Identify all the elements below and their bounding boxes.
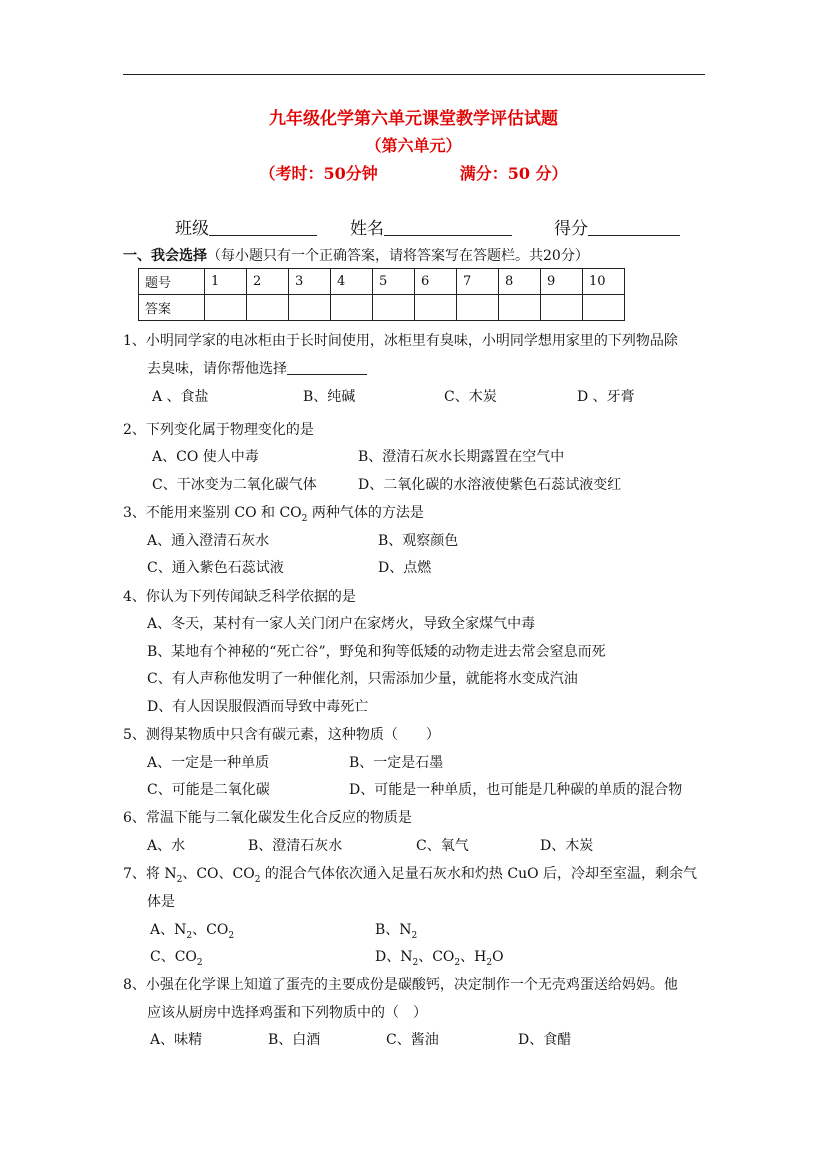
option-3a: A、通入澄清石灰水	[147, 533, 270, 549]
question-7-cont: 体是	[147, 894, 175, 910]
option-2b: B、澄清石灰水长期露置在空气中	[358, 449, 565, 465]
table-cell: 10	[583, 269, 625, 295]
answer-blank	[287, 359, 367, 375]
option-3b: B、观察颜色	[378, 533, 459, 549]
option-8b: B、白酒	[268, 1032, 321, 1048]
question-3: 3、不能用来鉴别 CO 和 $CO_2$ 两种气体的方法是	[123, 505, 424, 524]
table-row	[139, 269, 625, 295]
option-2d: D、二氧化碳的水溶液使紫色石蕊试液变红	[358, 477, 622, 493]
question-8: 8、小强在化学课上知道了蛋壳的主要成份是碳酸钙，决定制作一个无壳鸡蛋送给妈妈。他	[123, 977, 678, 993]
option-3c: C、通入紫色石蕊试液	[147, 560, 284, 576]
class-field	[175, 214, 317, 239]
option-5c: C、可能是二氧化碳	[147, 782, 270, 798]
section-instruction: （每小题只有一个正确答案，请将答案写在答题栏。共20分）	[207, 248, 589, 264]
option-6d: D、木炭	[540, 838, 594, 854]
table-cell: 9	[541, 269, 583, 295]
option-5b: B、一定是石墨	[349, 755, 444, 771]
row-label-answer: 答案	[139, 295, 205, 321]
name-label: 姓名	[350, 219, 384, 239]
table-cell: 1	[205, 269, 247, 295]
table-cell: 5	[373, 269, 415, 295]
question-5: 5、测得某物质中只含有碳元素，这种物质（ ）	[123, 727, 440, 743]
option-7b: B、$N_2$	[375, 922, 418, 941]
answer-cell[interactable]	[247, 295, 289, 321]
question-2: 2、下列变化属于物理变化的是	[123, 422, 314, 438]
option-3d: D、点燃	[378, 560, 432, 576]
table-cell: 6	[415, 269, 457, 295]
option-6b: B、澄清石灰水	[248, 838, 343, 854]
option-7a: A、$N_2$、$CO_2$	[150, 922, 235, 941]
answer-cell[interactable]	[331, 295, 373, 321]
option-1a: A 、食盐	[152, 389, 209, 405]
section-title: 一、我会选择	[123, 248, 207, 264]
section-header	[123, 245, 589, 265]
table-cell: 8	[499, 269, 541, 295]
option-1d: D 、牙膏	[577, 389, 635, 405]
table-cell: 4	[331, 269, 373, 295]
table-cell: 2	[247, 269, 289, 295]
option-2c: C、干冰变为二氧化碳气体	[152, 477, 317, 493]
option-6c: C、氧气	[416, 838, 469, 854]
option-4a: A、冬天，某村有一家人关门闭户在家烤火，导致全家煤气中毒	[147, 616, 536, 632]
option-8a: A、味精	[150, 1032, 203, 1048]
option-8d: D、食醋	[518, 1032, 572, 1048]
option-4b: B、某地有个神秘的“死亡谷”，野兔和狗等低矮的动物走进去常会窒息而死	[147, 644, 606, 660]
option-4c: C、有人声称他发明了一种催化剂，只需添加少量，就能将水变成汽油	[147, 671, 578, 687]
score-blank	[588, 217, 680, 236]
option-5d: D、可能是一种单质，也可能是几种碳的单质的混合物	[349, 782, 683, 798]
answer-cell[interactable]	[541, 295, 583, 321]
class-blank	[209, 217, 317, 236]
question-6: 6、常温下能与二氧化碳发生化合反应的物质是	[123, 810, 412, 826]
row-label-number: 题号	[139, 269, 205, 295]
answer-cell[interactable]	[205, 295, 247, 321]
question-7: 7、将 $N_2$、CO、$CO_2$ 的混合气体依次通入足量石灰水和灼热 CuO 后，冷却至室温，剩余气	[123, 866, 698, 885]
table-cell: 7	[457, 269, 499, 295]
exam-full-score: 满分：50 分）	[459, 164, 568, 183]
option-7d: D、$N_2$、$CO_2$、$H_2O$	[375, 949, 504, 968]
question-1-cont: 去臭味，请你帮他选择	[147, 358, 367, 378]
name-blank	[384, 217, 512, 236]
answer-cell[interactable]	[373, 295, 415, 321]
answer-cell[interactable]	[415, 295, 457, 321]
option-4d: D、有人因误服假酒而导致中毒死亡	[147, 699, 369, 715]
table-row	[139, 295, 625, 321]
header-rule	[123, 74, 705, 75]
name-field	[350, 214, 512, 239]
exam-subtitle: （第六单元）	[365, 136, 462, 155]
table-cell: 3	[289, 269, 331, 295]
option-8c: C、酱油	[386, 1032, 439, 1048]
answer-cell[interactable]	[457, 295, 499, 321]
question-8-cont: 应该从厨房中选择鸡蛋和下列物质中的（ ）	[147, 1005, 427, 1021]
option-7c: C、$CO_2$	[150, 949, 203, 968]
exam-title: 九年级化学第六单元课堂教学评估试题	[269, 109, 558, 129]
class-label: 班级	[175, 219, 209, 239]
exam-time-score	[0, 161, 827, 184]
question-4: 4、你认为下列传闻缺乏科学依据的是	[123, 589, 356, 605]
option-5a: A、一定是一种单质	[147, 755, 270, 771]
option-2a: A、CO 使人中毒	[152, 449, 259, 465]
answer-cell[interactable]	[289, 295, 331, 321]
answer-cell[interactable]	[583, 295, 625, 321]
score-field	[554, 214, 680, 239]
option-1b: B、纯碱	[303, 389, 356, 405]
question-1: 1、小明同学家的电冰柜由于长时间使用，冰柜里有臭味，小明同学想用家里的下列物品除	[123, 333, 678, 349]
option-1c: C、木炭	[444, 389, 497, 405]
exam-time: （考时：50分钟	[259, 164, 378, 183]
score-label: 得分	[554, 219, 588, 239]
answer-cell[interactable]	[499, 295, 541, 321]
option-6a: A、水	[147, 838, 186, 854]
answer-table	[138, 268, 625, 321]
